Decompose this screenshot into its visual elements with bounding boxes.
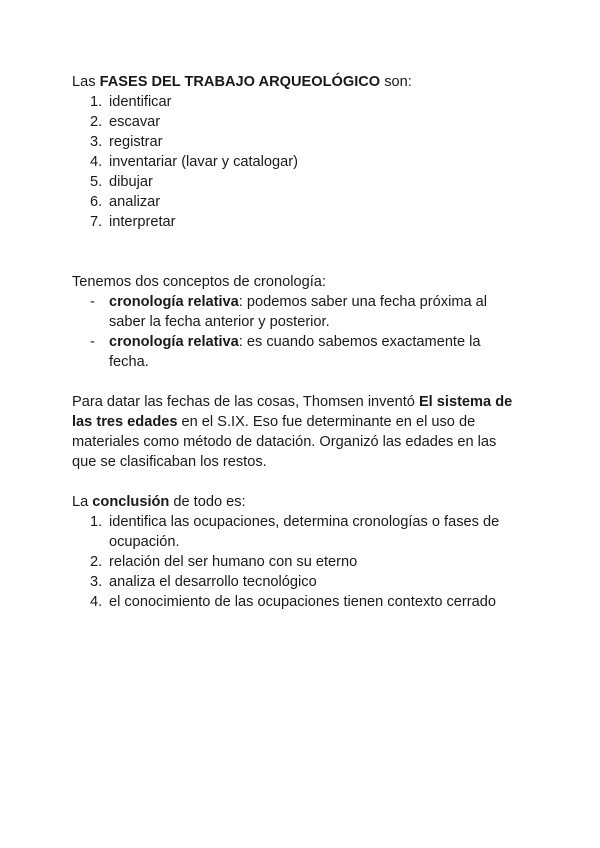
list-item: 7. interpretar	[90, 214, 176, 230]
phases-section	[72, 72, 524, 232]
conclusion-bold: conclusión	[92, 494, 170, 510]
conclusion-intro: La conclusión de todo es:	[72, 494, 246, 510]
phases-list	[72, 92, 524, 232]
chronology-intro: Tenemos dos conceptos de cronología:	[72, 274, 326, 290]
list-item: 1. identificar	[90, 94, 172, 110]
list-item: 3. analiza el desarrollo tecnológico	[90, 574, 317, 590]
list-item: 6. analizar	[90, 194, 161, 210]
thomsen-section	[72, 392, 524, 472]
chronology-term: cronología relativa	[109, 334, 239, 350]
phases-intro	[72, 72, 524, 92]
list-item: 2. escavar	[90, 114, 161, 130]
chronology-section	[72, 272, 524, 372]
conclusion-section	[72, 492, 524, 612]
chronology-list	[72, 292, 524, 372]
phases-intro-before: Las	[72, 74, 100, 90]
phases-intro-after: son:	[380, 74, 412, 90]
phases-intro-bold: FASES DEL TRABAJO ARQUEOLÓGICO	[99, 74, 381, 90]
list-item: 4. el conocimiento de las ocupaciones tienen contexto cerrado	[90, 594, 496, 610]
list-item: 3. registrar	[90, 134, 163, 150]
conclusion-list	[72, 512, 524, 612]
chronology-term: cronología relativa	[109, 294, 239, 310]
thomsen-paragraph: Para datar las fechas de las cosas, Thomsen inventó El sistema de las tres edades en el S.IX. Eso fue determinante en el uso de materiales como método de datación. Organizó las edades en las que se clasificaban los restos.	[72, 394, 513, 470]
list-item: - cronología relativa: podemos saber una fecha próxima al saber la fecha anterior y posterior.	[90, 294, 488, 330]
list-item: 2. relación del ser humano con su eterno	[90, 554, 358, 570]
list-item: 1. identifica las ocupaciones, determina cronologías o fases de ocupación.	[90, 514, 500, 550]
list-item: - cronología relativa: es cuando sabemos exactamente la fecha.	[90, 334, 481, 370]
thomsen-bold: El sistema de las tres edades	[72, 394, 513, 430]
list-item: 5. dibujar	[90, 174, 153, 190]
list-item: 4. inventariar (lavar y catalogar)	[90, 154, 298, 170]
